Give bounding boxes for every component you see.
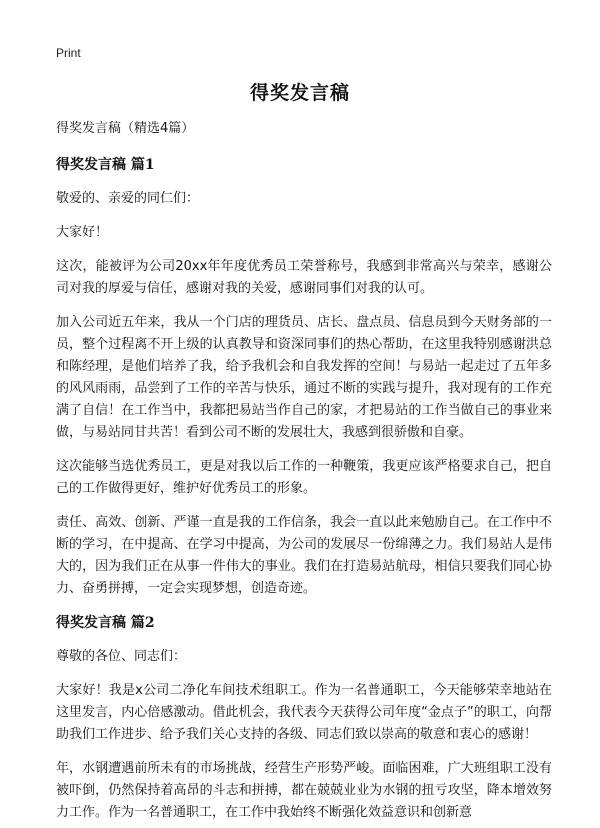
paragraph: 尊敬的各位、同志们： bbox=[56, 649, 187, 664]
print-link[interactable]: Print bbox=[56, 46, 81, 60]
paragraph: 敬爱的、亲爱的同仁们： bbox=[56, 191, 200, 206]
section-heading-2: 得奖发言稿 篇2 bbox=[56, 615, 155, 631]
section-heading-1: 得奖发言稿 篇1 bbox=[56, 157, 155, 173]
document-subtitle: 得奖发言稿（精选4篇） bbox=[56, 121, 195, 136]
paragraph: 大家好！我是x公司二净化车间技术组职工。作为一名普通职工，今天能够荣幸地站在这里发言，内心倍感激动。借此机会，我代表今天获得公司年度“金点子”的职工，向帮助我们工作进步、给予我们关心支持的各级、同志们致以崇高的敬意和衷心的感谢！ bbox=[56, 683, 552, 742]
paragraph: 加入公司近五年来，我从一个门店的理货员、店长、盘点员、信息员到今天财务部的一员，整个过程离不开上级的认真教导和资深同事们的热心帮助，在这里我特别感谢洪总和陈经理，是他们培养了我，给予我机会和自我发挥的空间！与易站一起走过了五年多的风风雨雨，品尝到了工作的辛苦与快乐，通过不断的实践与提升，我对现有的工作充满了自信！在工作当中，我都把易站当作自己的家，才把易站的工作当做自己的事业来做，与易站同甘共苦！看到公司不断的发展壮大，我感到很骄傲和自豪。 bbox=[56, 315, 552, 440]
paragraph: 这次，能被评为公司20xx年年度优秀员工荣誉称号，我感到非常高兴与荣幸，感谢公司对我的厚爱与信任，感谢对我的关爱，感谢同事们对我的认可。 bbox=[56, 259, 552, 296]
paragraph: 这次能够当选优秀员工，更是对我以后工作的一种鞭策，我更应该严格要求自己，把自己的工作做得更好，维护好优秀员工的形象。 bbox=[56, 459, 552, 496]
document-title: 得奖发言稿 bbox=[249, 82, 350, 104]
paragraph: 年，水钢遭遇前所未有的市场挑战，经营生产形势严峻。面临困难，广大班组职工没有被吓倒，仍然保持着高昂的斗志和拼搏，都在兢兢业业为水钢的扭亏攻坚，降本增效努力工作。作为一名普通职工，在工作中我始终不断强化效益意识和创新意 bbox=[56, 761, 552, 820]
paragraph: 责任、高效、创新、严谨一直是我的工作信条，我会一直以此来勉励自己。在工作中不断的学习，在中提高、在学习中提高，为公司的发展尽一份绵薄之力。我们易站人是伟大的，因为我们正在从事一件伟大的事业。我们在打造易站航母，相信只要我们同心协力、奋勇拼搏，一定会实现梦想，创造奇迹。 bbox=[56, 515, 552, 596]
document-body bbox=[56, 118, 552, 828]
paragraph: 大家好！ bbox=[56, 225, 109, 240]
